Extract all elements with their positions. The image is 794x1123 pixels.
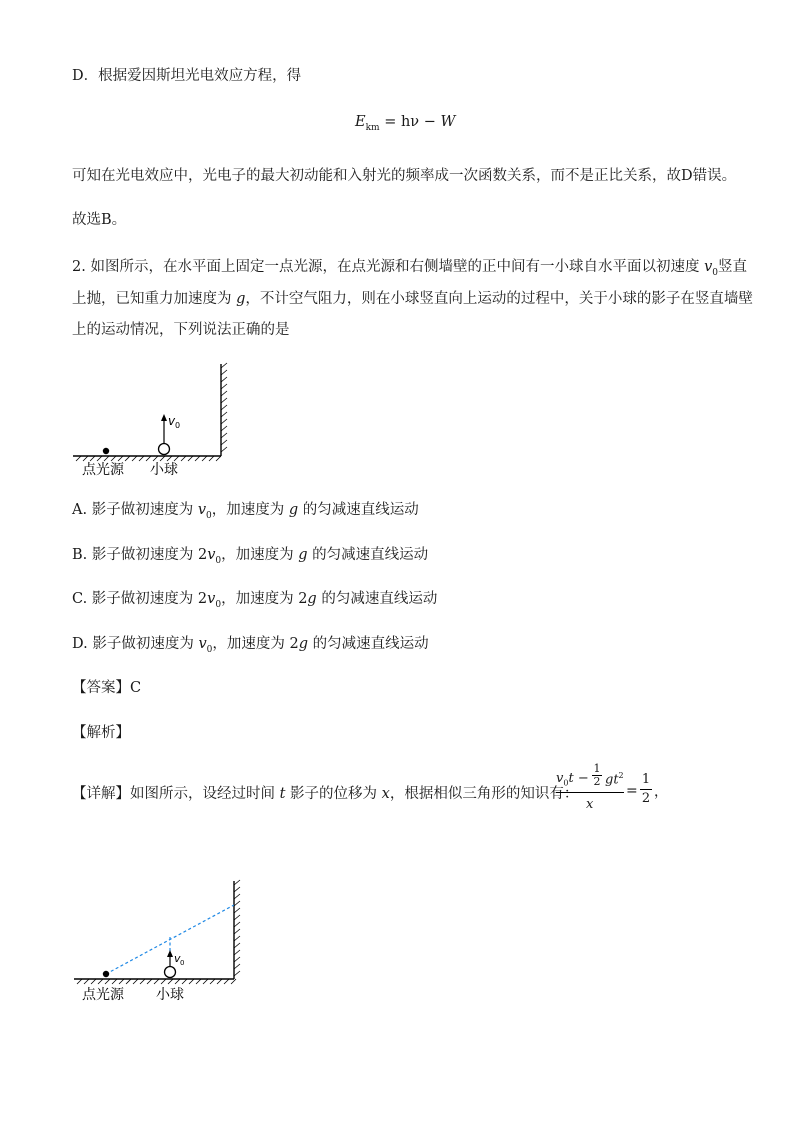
frac-denominator: x: [586, 797, 594, 812]
wall-hatch: [234, 880, 240, 976]
frac-numerator: [556, 771, 589, 788]
num-v: v: [556, 771, 564, 786]
ball-circle: [159, 444, 170, 455]
option-g: g: [288, 502, 299, 518]
half-num: 1: [593, 762, 601, 775]
light-source-dot: [103, 448, 109, 454]
rhs-fraction: [640, 771, 652, 808]
question-line-1: [72, 257, 747, 283]
velocity-label-sub: 0: [180, 959, 185, 967]
detail-line: [72, 784, 578, 804]
question-line-3: 上的运动情况，下列说法正确的是: [72, 322, 290, 338]
analysis-label: 【解析】: [72, 725, 130, 741]
q-v-sub: 0: [712, 267, 718, 278]
velocity-arrowhead: [161, 414, 167, 421]
q-text: 上抛，已知重力加速度为: [72, 291, 237, 307]
option-item: [72, 634, 429, 660]
option-text: 的匀减速直线运动: [298, 502, 419, 518]
eq-rhs: = hν −: [384, 114, 441, 130]
option-text: 的匀减速直线运动: [316, 591, 438, 607]
q-v: v: [704, 259, 713, 275]
rhs-den: 2: [641, 791, 651, 806]
option-g: g: [298, 636, 309, 652]
option-v: v: [207, 591, 216, 607]
ground-hatch: [76, 456, 221, 461]
answer-value: C: [130, 680, 142, 696]
option-g: g: [307, 591, 317, 607]
detail-x: x: [381, 786, 390, 802]
eq-w: W: [440, 114, 456, 130]
frac-bar: [556, 792, 624, 793]
option-coef-v: 2: [197, 591, 208, 607]
option-text: 的匀减速直线运动: [307, 547, 429, 563]
ball-label: 小球: [150, 462, 178, 478]
option-item: [72, 500, 419, 526]
detail-label: 【详解】: [72, 786, 130, 802]
option-item: [72, 545, 428, 571]
option-text: D. 影子做初速度为: [72, 636, 199, 652]
option-v: v: [198, 636, 207, 652]
conclusion-text: 可知在光电效应中，光电子的最大初动能和入射光的频率成一次函数关系，而不是正比关系，故D错误。: [72, 168, 737, 184]
option-coef-g: 2: [289, 636, 299, 652]
formula-comma: ，: [654, 784, 668, 800]
num-t: t: [568, 771, 574, 786]
pick-text: 故选B。: [72, 212, 127, 228]
q-text: ，不计空气阻力，则在小球竖直向上运动的过程中，关于小球的影子在竖直墙壁: [245, 291, 753, 307]
half-fraction: [592, 763, 602, 788]
wall-hatch: [221, 363, 227, 452]
num-minus: −: [573, 771, 589, 786]
eq-lhs: E: [355, 114, 366, 130]
detail-text: 影子的位移为: [285, 786, 382, 802]
option-text: ，加速度为: [221, 591, 299, 607]
similar-triangle-formula: [556, 763, 666, 823]
option-v: v: [197, 502, 207, 518]
q-text: 竖直: [718, 259, 747, 275]
num-sup: 2: [618, 771, 624, 780]
velocity-arrowhead: [167, 950, 173, 957]
option-text: ，加速度为: [212, 636, 290, 652]
equals-sign: =: [626, 783, 638, 799]
option-coef-g: 2: [298, 591, 308, 607]
option-v-sub: 0: [206, 644, 213, 655]
option-v-sub: 0: [215, 555, 222, 566]
photoelectric-equation: [355, 114, 455, 133]
option-g: g: [298, 547, 308, 563]
light-source-label: 点光源: [82, 987, 124, 1003]
velocity-label: v: [174, 952, 181, 965]
half-den: 2: [593, 775, 601, 788]
answer-line: [72, 678, 141, 698]
option-text: B. 影子做初速度为: [72, 547, 198, 563]
q-g: g: [236, 291, 246, 307]
detail-text: ，根据相似三角形的知识有：: [389, 786, 579, 802]
option-coef-v: 2: [197, 547, 208, 563]
option-v-sub: 0: [206, 510, 212, 521]
detail-t: t: [279, 786, 286, 802]
num-v-sub: 0: [563, 778, 569, 788]
option-item: [72, 589, 437, 615]
velocity-label-sub: 0: [175, 421, 181, 430]
light-source-dot: [103, 971, 109, 977]
num-g: gt: [605, 772, 619, 788]
num-gt: [605, 771, 624, 787]
detail-text: 如图所示，设经过时间: [130, 786, 280, 802]
option-text: C. 影子做初速度为: [72, 591, 198, 607]
figure-2: [70, 875, 250, 1010]
velocity-label: v: [168, 414, 176, 428]
answer-label: 【答案】: [72, 680, 130, 696]
q-text: 2. 如图所示，在水平面上固定一点光源，在点光源和右侧墙壁的正中间有一小球自水平面以初速度: [72, 259, 705, 275]
option-text: ，加速度为: [221, 547, 299, 563]
option-text: 的匀减速直线运动: [308, 636, 429, 652]
ball-label: 小球: [156, 987, 184, 1003]
ball-circle: [165, 967, 176, 978]
option-v-sub: 0: [215, 599, 222, 610]
option-text: A. 影子做初速度为: [72, 502, 198, 518]
light-source-label: 点光源: [82, 462, 124, 478]
figure-1: [70, 360, 240, 480]
rhs-num: 1: [641, 772, 651, 787]
option-d-intro: D．根据爱因斯坦光电效应方程，得: [72, 68, 302, 84]
option-v: v: [207, 547, 216, 563]
option-text: ，加速度为: [211, 502, 289, 518]
ground-hatch: [77, 979, 236, 984]
question-line-2: [72, 289, 753, 309]
eq-sub: km: [365, 122, 380, 133]
